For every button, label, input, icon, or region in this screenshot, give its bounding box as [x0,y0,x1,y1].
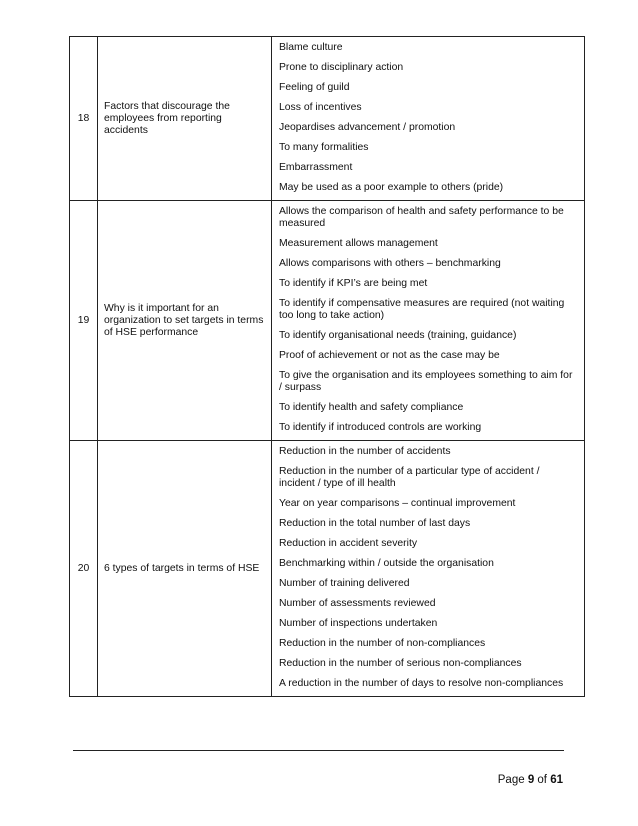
answer-item: Number of inspections undertaken [279,618,438,629]
answers-cell [272,201,585,441]
answer-item: Reduction in the number of accidents [279,446,451,457]
question-cell: 6 types of targets in terms of HSE [98,441,272,697]
answer-list [272,441,584,696]
answer-item: Loss of incentives [279,102,362,113]
answer-item: A reduction in the number of days to resolve non-compliances [279,678,564,689]
table-row [70,441,585,697]
qa-table [69,36,585,697]
answer-list [272,201,584,440]
answer-item: To many formalities [279,142,369,153]
table-row [70,37,585,201]
page-separator: of [534,774,551,786]
answer-item: Jeopardises advancement / promotion [279,122,456,133]
answer-item: Prone to disciplinary action [279,62,404,73]
answer-item: To identify if introduced controls are working [279,422,482,433]
answer-item: Benchmarking within / outside the organisation [279,558,494,569]
answer-item: Number of assessments reviewed [279,598,436,609]
answer-item: Measurement allows management [279,238,438,249]
answer-item: Embarrassment [279,162,353,173]
answer-item: To identify health and safety compliance [279,402,464,413]
row-number: 19 [70,201,98,441]
answer-item: Allows the comparison of health and safety performance to be measured [279,206,564,229]
answers-cell [272,441,585,697]
answer-item: Proof of achievement or not as the case may be [279,350,500,361]
answers-cell [272,37,585,201]
row-number: 20 [70,441,98,697]
answer-item: To identify organisational needs (training, guidance) [279,330,517,341]
footer-divider [73,750,564,751]
current-page: 9 [527,774,535,786]
page-prefix: Page [497,774,528,786]
total-pages: 61 [550,774,563,786]
table-row [70,201,585,441]
answer-item: To give the organisation and its employees something to aim for / surpass [279,370,573,393]
question-cell: Factors that discourage the employees from reporting accidents [98,37,272,201]
row-number: 18 [70,37,98,201]
answer-item: Allows comparisons with others – benchmarking [279,258,501,269]
answer-item: May be used as a poor example to others (pride) [279,182,504,193]
answer-item: Reduction in the number of non-compliances [279,638,486,649]
question-cell: Why is it important for an organization to set targets in terms of HSE performance [98,201,272,441]
answer-item: Number of training delivered [279,578,410,589]
answer-item: Blame culture [279,42,343,53]
answer-item: To identify if compensative measures are required (not waiting too long to take action) [279,298,565,321]
answer-item: To identify if KPI’s are being met [279,278,428,289]
answer-item: Reduction in the total number of last days [279,518,471,529]
answer-item: Reduction in the number of serious non-compliances [279,658,522,669]
answer-item: Reduction in accident severity [279,538,418,549]
answer-item: Reduction in the number of a particular type of accident / incident / type of ill health [279,466,540,489]
answer-list [272,37,584,200]
answer-item: Year on year comparisons – continual improvement [279,498,516,509]
answer-item: Feeling of guild [279,82,350,93]
page-number [498,774,563,786]
